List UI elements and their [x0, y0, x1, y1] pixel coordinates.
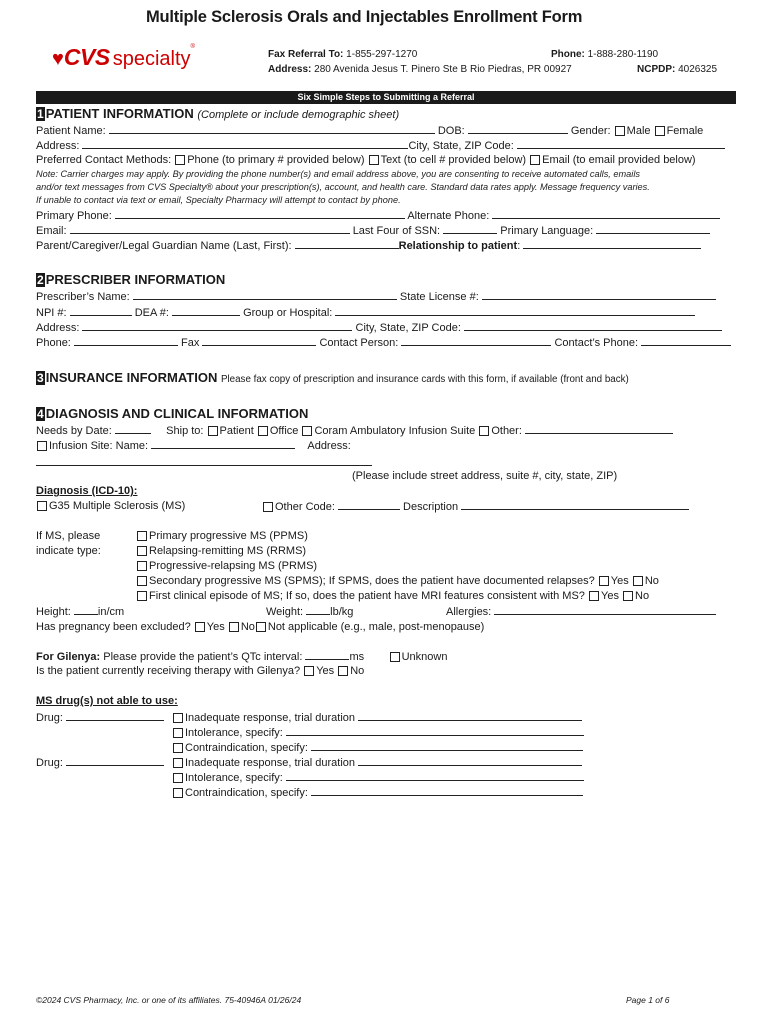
drug-2-inadequate: Inadequate response, trial duration — [172, 756, 582, 769]
phone-info: Phone: 1-888-280-1190 — [551, 49, 659, 60]
other-code-field[interactable] — [338, 500, 400, 510]
spms-checkbox[interactable] — [137, 576, 147, 586]
ship-other-field[interactable] — [525, 424, 673, 434]
drug-2-inadequate-checkbox[interactable] — [173, 758, 183, 768]
language-field[interactable] — [596, 224, 710, 234]
ppms-option: Primary progressive MS (PPMS) — [136, 530, 308, 542]
female-checkbox[interactable] — [655, 126, 665, 136]
rrms-checkbox[interactable] — [137, 546, 147, 556]
drug-1-contraindication-field[interactable] — [311, 741, 583, 751]
ppms-checkbox[interactable] — [137, 531, 147, 541]
infusion-name-field[interactable] — [151, 439, 295, 449]
state-license-field[interactable] — [482, 290, 716, 300]
patient-name-field[interactable] — [109, 124, 435, 134]
fax-referral: Fax Referral To: 1-855-297-1270 — [268, 49, 418, 60]
indicate-type-label: indicate type: — [36, 545, 101, 557]
steps-banner: Six Simple Steps to Submitting a Referral — [36, 91, 736, 104]
pregnancy-na-checkbox[interactable] — [256, 622, 266, 632]
npi-field[interactable] — [70, 306, 132, 316]
phone-row: Primary Phone: Alternate Phone: — [36, 209, 720, 222]
address-note: (Please include street address, suite #, city, state, ZIP) — [352, 470, 618, 482]
drug-1-intolerance-field[interactable] — [286, 726, 584, 736]
primary-phone-field[interactable] — [115, 209, 405, 219]
drugs-not-able-label: MS drug(s) not able to use: — [36, 695, 178, 707]
dob-field[interactable] — [468, 124, 568, 134]
spms-yes-checkbox[interactable] — [599, 576, 609, 586]
weight-field[interactable] — [306, 605, 330, 615]
address-info: Address: 280 Avenida Jesus T. Pinero Ste B Rio Piedras, PR 00927 — [268, 64, 572, 75]
infusion-site-checkbox[interactable] — [37, 441, 47, 451]
drug-2-contraindication-field[interactable] — [311, 786, 583, 796]
prescriber-city-field[interactable] — [464, 321, 722, 331]
prescriber-phone-row: Phone: Fax Contact Person: Contact’s Phone: — [36, 336, 731, 349]
if-ms-label: If MS, please — [36, 530, 101, 542]
infusion-address-field[interactable] — [36, 456, 372, 466]
drug-1-intolerance-checkbox[interactable] — [173, 728, 183, 738]
contact-phone-checkbox[interactable] — [175, 155, 185, 165]
consent-note-2: and/or text messages from CVS Specialty® about your prescription(s), account, and health care. Standard data rates apply. Message frequency varies. — [36, 182, 650, 192]
section-1-heading: 1 PATIENT INFORMATION (Complete or include demographic sheet) — [37, 106, 400, 121]
relationship-field[interactable] — [523, 239, 701, 249]
section-2-heading: 2 PRESCRIBER INFORMATION — [37, 272, 226, 287]
drug-1-intolerance: Intolerance, specify: — [172, 726, 584, 739]
email-row: Email: Last Four of SSN: Primary Language: — [36, 224, 710, 237]
gilenya-therapy-row: Is the patient currently receiving therapy with Gilenya? Yes No — [36, 665, 365, 677]
drug-2-contraindication-checkbox[interactable] — [173, 788, 183, 798]
email-field[interactable] — [70, 224, 350, 234]
drug-1-row: Drug: — [36, 711, 164, 724]
drug-2-intolerance: Intolerance, specify: — [172, 771, 584, 784]
height-field[interactable] — [74, 605, 98, 615]
cvs-specialty-logo — [52, 44, 195, 71]
qtc-field[interactable] — [305, 650, 349, 660]
male-checkbox[interactable] — [615, 126, 625, 136]
gilenya-no-checkbox[interactable] — [338, 666, 348, 676]
consent-note-1: Note: Carrier charges may apply. By providing the phone number(s) and email address above, you are consenting to receive automated calls, emails — [36, 169, 640, 179]
gilenya-yes-checkbox[interactable] — [304, 666, 314, 676]
contact-person-field[interactable] — [401, 336, 551, 346]
allergies-row: Allergies: — [446, 605, 716, 618]
weight-row: Weight: lb/kg — [266, 606, 354, 618]
heart-icon: ♥ — [52, 48, 64, 70]
prescriber-ids-row: NPI #: DEA #: Group or Hospital: — [36, 306, 695, 319]
ncpdp-info: NCPDP: 4026325 — [637, 64, 718, 75]
contact-phone-field[interactable] — [641, 336, 731, 346]
ship-patient-checkbox[interactable] — [208, 426, 218, 436]
prescriber-fax-field[interactable] — [202, 336, 316, 346]
spms-option: Secondary progressive MS (SPMS); If SPMS, does the patient have documented relapses? Yes No — [136, 575, 659, 587]
drug-2-field[interactable] — [66, 756, 164, 766]
logo-mark: ® — [190, 44, 195, 50]
drug-2-row: Drug: — [36, 756, 164, 769]
drug-2-contraindication: Contraindication, specify: — [172, 786, 583, 799]
patient-address-field[interactable] — [82, 139, 408, 149]
needs-by-field[interactable] — [115, 424, 151, 434]
spms-no-checkbox[interactable] — [633, 576, 643, 586]
allergies-field[interactable] — [494, 605, 716, 615]
ship-office-checkbox[interactable] — [258, 426, 268, 436]
qtc-unknown-checkbox[interactable] — [390, 652, 400, 662]
ssn-field[interactable] — [443, 224, 497, 234]
page-number: Page 1 of 6 — [626, 995, 670, 1005]
pregnancy-row: Has pregnancy been excluded? Yes No Not applicable (e.g., male, post-menopause) — [36, 621, 485, 633]
drug-1-field[interactable] — [66, 711, 164, 721]
contact-text-checkbox[interactable] — [369, 155, 379, 165]
drug-2-inadequate-field[interactable] — [358, 756, 582, 766]
guardian-field[interactable] — [295, 239, 399, 249]
logo-cvs: CVS — [63, 44, 110, 70]
insurance-note: Please fax copy of prescription and insurance cards with this form, if available (front and back) — [220, 374, 629, 385]
pregnancy-no-checkbox[interactable] — [229, 622, 239, 632]
drug-1-inadequate-field[interactable] — [358, 711, 582, 721]
g35-option: G35 Multiple Sclerosis (MS) — [36, 500, 185, 512]
prescriber-name-row: Prescriber’s Name: State License #: — [36, 290, 716, 303]
drug-1-contraindication: Contraindication, specify: — [172, 741, 583, 754]
consent-note-3: If unable to contact via text or email, Specialty Pharmacy will attempt to contact by phone. — [36, 195, 401, 205]
drug-2-intolerance-checkbox[interactable] — [173, 773, 183, 783]
contact-email-checkbox[interactable] — [530, 155, 540, 165]
height-row: Height: in/cm — [36, 606, 125, 618]
drug-1-inadequate-checkbox[interactable] — [173, 713, 183, 723]
ship-coram-checkbox[interactable] — [302, 426, 312, 436]
prms-option: Progressive-relapsing MS (PRMS) — [136, 560, 317, 572]
footer-copyright: ©2024 CVS Pharmacy, Inc. or one of its affiliates. 75-40946A 01/26/24 — [36, 995, 302, 1005]
prescriber-phone-field[interactable] — [74, 336, 178, 346]
patient-address-row: Address: City, State, ZIP Code: — [36, 139, 725, 152]
rrms-option: Relapsing-remitting MS (RRMS) — [136, 545, 306, 557]
section-3-heading: 3 INSURANCE INFORMATION Please fax copy of prescription and insurance cards with this form, if available (front and back) — [37, 370, 629, 385]
prescriber-address-field[interactable] — [82, 321, 352, 331]
g35-checkbox[interactable] — [37, 501, 47, 511]
patient-city-field[interactable] — [517, 139, 725, 149]
prescriber-name-field[interactable] — [133, 290, 397, 300]
patient-name-row: Patient Name: DOB: Gender: Male Female — [36, 125, 704, 137]
drug-1-contraindication-checkbox[interactable] — [173, 743, 183, 753]
group-hospital-field[interactable] — [335, 306, 695, 316]
drug-1-inadequate: Inadequate response, trial duration — [172, 711, 582, 724]
section-4-heading: 4 DIAGNOSIS AND CLINICAL INFORMATION — [37, 406, 309, 421]
logo-specialty: specialty — [112, 48, 191, 70]
alternate-phone-field[interactable] — [492, 209, 720, 219]
mri-yes-checkbox[interactable] — [589, 591, 599, 601]
ship-other-checkbox[interactable] — [479, 426, 489, 436]
needs-by-row: Needs by Date: Ship to: Patient Office Coram Ambulatory Infusion Suite Other: — [36, 424, 673, 437]
diagnosis-label: Diagnosis (ICD-10): — [36, 485, 138, 497]
mri-no-checkbox[interactable] — [623, 591, 633, 601]
pregnancy-yes-checkbox[interactable] — [195, 622, 205, 632]
other-code-checkbox[interactable] — [263, 502, 273, 512]
guardian-row: Parent/Caregiver/Legal Guardian Name (Last, First): Relationship to patient: — [36, 239, 701, 252]
infusion-address-line — [36, 456, 372, 469]
prms-checkbox[interactable] — [137, 561, 147, 571]
drug-2-intolerance-field[interactable] — [286, 771, 584, 781]
infusion-site-row: Infusion Site: Name: Address: — [36, 439, 351, 452]
first-episode-option: First clinical episode of MS; If so, does the patient have MRI features consistent with MS? Yes No — [136, 590, 649, 602]
first-episode-checkbox[interactable] — [137, 591, 147, 601]
gilenya-qtc-row: For Gilenya: Please provide the patient’s QTc interval: ms Unknown — [36, 651, 448, 663]
prescriber-address-row: Address: City, State, ZIP Code: — [36, 321, 722, 334]
dea-field[interactable] — [172, 306, 240, 316]
contact-methods-row: Preferred Contact Methods: Phone (to primary # provided below) Text (to cell # provided below) Email (to email provided below) — [36, 154, 696, 166]
description-field[interactable] — [461, 500, 689, 510]
other-code-row: Other Code: Description — [262, 500, 689, 513]
form-title: Multiple Sclerosis Orals and Injectables Enrollment Form — [146, 8, 583, 26]
